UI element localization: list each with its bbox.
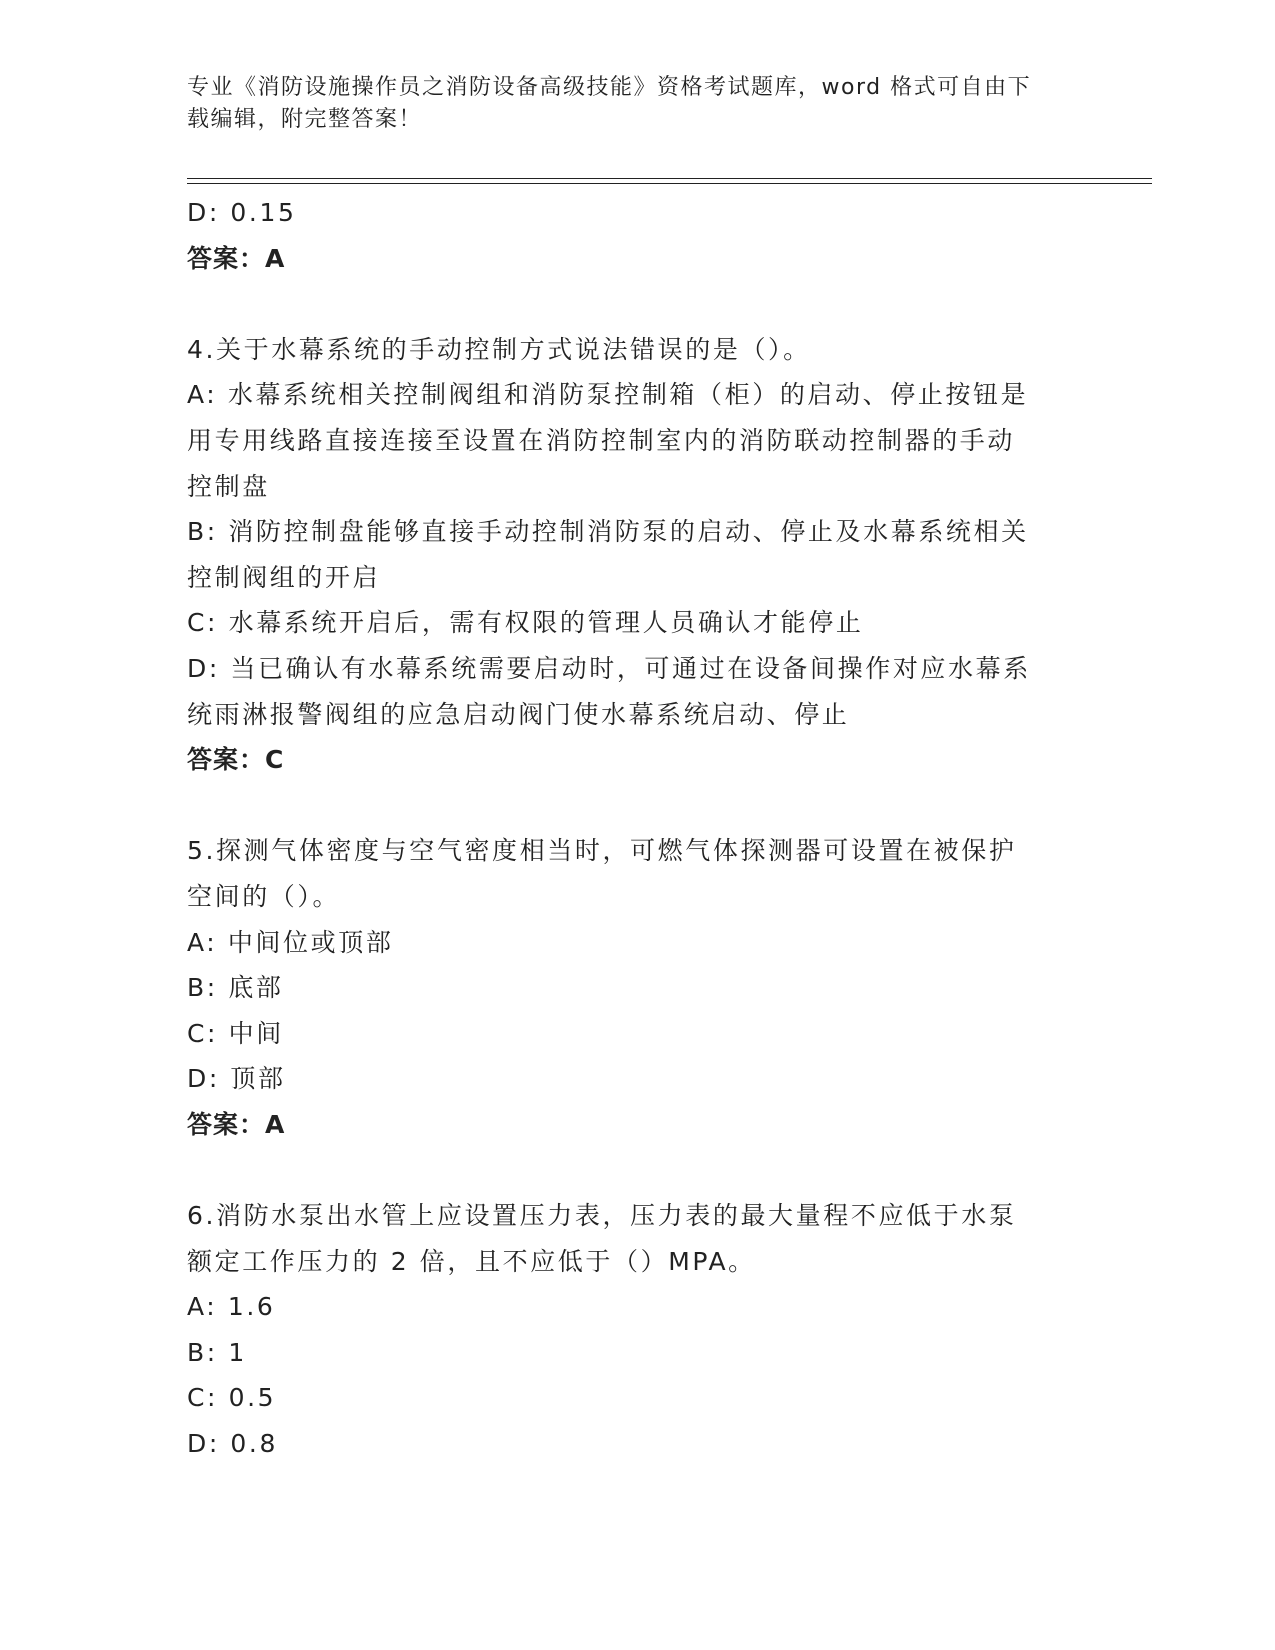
question-block (187, 327, 1087, 783)
header-divider (187, 178, 1152, 179)
option-text: A: 中间位或顶部 (187, 927, 394, 957)
question-block (187, 1193, 1087, 1467)
answer-text: 答案：A (187, 1109, 286, 1139)
question-block (187, 828, 1087, 1147)
question-spacer (187, 281, 1087, 327)
question-stem: 5.探测气体密度与空气密度相当时，可燃气体探测器可设置在被保护 (187, 836, 1017, 866)
option-text: B: 消防控制盘能够直接手动控制消防泵的启动、停止及水幕系统相关 (187, 517, 1029, 547)
option-text: D: 0.15 (187, 198, 297, 227)
option-text: B: 底部 (187, 973, 284, 1003)
question-stem: 额定工作压力的 2 倍，且不应低于（）MPA。 (187, 1246, 756, 1276)
question-stem: 6.消防水泵出水管上应设置压力表，压力表的最大量程不应低于水泵 (187, 1201, 1017, 1231)
option-text: A: 水幕系统相关控制阀组和消防泵控制箱（柜）的启动、停止按钮是 (187, 380, 1029, 410)
option-text: 用专用线路直接连接至设置在消防控制室内的消防联动控制器的手动 (187, 425, 1016, 455)
option-text: A: 1.6 (187, 1292, 276, 1322)
question-stem: 4.关于水幕系统的手动控制方式说法错误的是（）。 (187, 334, 811, 364)
header-line: 专业《消防设施操作员之消防设备高级技能》资格考试题库，word 格式可自由下 (187, 75, 1032, 100)
option-text: D: 0.8 (187, 1429, 278, 1459)
option-text: 控制阀组的开启 (187, 562, 381, 592)
question-spacer (187, 1147, 1087, 1193)
option-text: C: 0.5 (187, 1383, 277, 1413)
document-header (187, 72, 1087, 136)
option-text: D: 顶部 (187, 1064, 286, 1094)
option-text: B: 1 (187, 1337, 247, 1367)
option-text: D: 当已确认有水幕系统需要启动时，可通过在设备间操作对应水幕系 (187, 653, 1031, 683)
document-body (187, 190, 1087, 1467)
option-text: 控制盘 (187, 471, 270, 501)
option-text: C: 中间 (187, 1018, 284, 1048)
answer-text: 答案：C (187, 745, 285, 775)
header-divider (187, 183, 1152, 184)
option-text: C: 水幕系统开启后，需有权限的管理人员确认才能停止 (187, 608, 864, 638)
question-spacer (187, 783, 1087, 829)
answer-text: 答案：A (187, 243, 286, 273)
header-line: 载编辑，附完整答案！ (187, 107, 423, 132)
question-stem: 空间的（）。 (187, 881, 341, 911)
option-text: 统雨淋报警阀组的应急启动阀门使水幕系统启动、停止 (187, 699, 850, 729)
previous-question-tail (187, 190, 1087, 281)
